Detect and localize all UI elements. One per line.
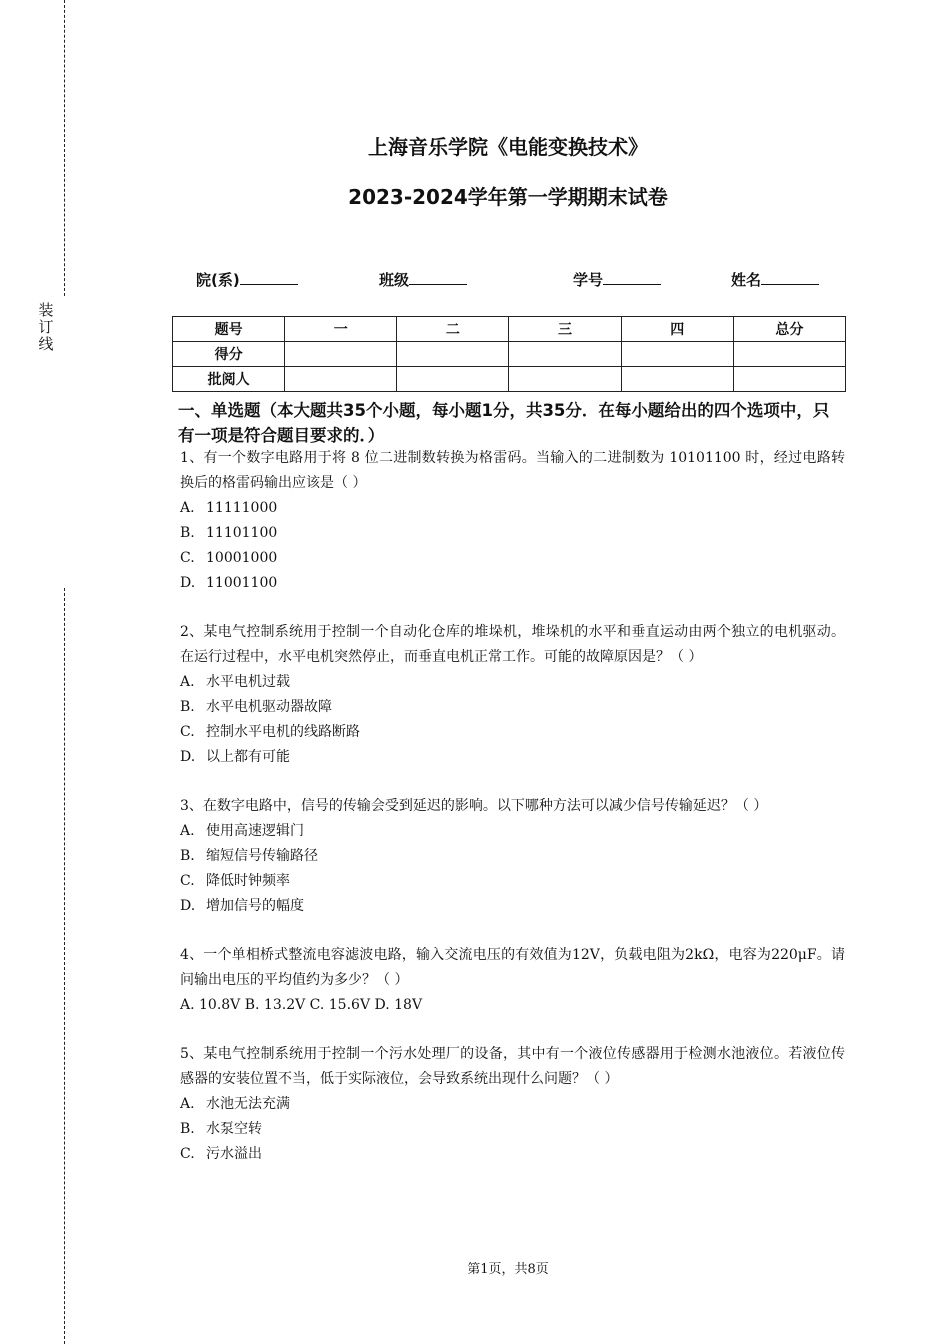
binding-line-bottom — [64, 588, 65, 1344]
score-table-header-cell: 三 — [509, 317, 621, 342]
question-text: 2、某电气控制系统用于控制一个自动化仓库的堆垛机，堆垛机的水平和垂直运动由两个独立的电机驱动。在运行过程中，水平电机突然停止，而垂直电机正常工作。可能的故障原因是？（ ） — [180, 624, 845, 665]
student-info-row — [0, 269, 950, 293]
question-2 — [180, 620, 845, 770]
score-table-row-grader — [173, 367, 846, 392]
score-cell[interactable] — [285, 342, 397, 367]
grader-cell[interactable] — [621, 367, 733, 392]
grader-cell[interactable] — [733, 367, 845, 392]
score-table-row-label: 得分 — [173, 342, 285, 367]
question-5 — [180, 1042, 845, 1167]
option-c[interactable]: C. 控制水平电机的线路断路 — [180, 724, 360, 740]
score-table-header-cell: 四 — [621, 317, 733, 342]
option-b[interactable]: B. 11101100 — [180, 525, 278, 541]
score-cell[interactable] — [733, 342, 845, 367]
option-a[interactable]: A. 水平电机过载 — [180, 674, 290, 690]
score-table-header-cell: 总分 — [733, 317, 845, 342]
score-cell[interactable] — [509, 342, 621, 367]
question-list — [180, 446, 845, 1167]
option-d[interactable]: D. 以上都有可能 — [180, 749, 290, 765]
score-table-header-row — [173, 317, 846, 342]
info-field-class[interactable]: 班级 — [379, 269, 467, 290]
option-b[interactable]: B. 缩短信号传输路径 — [180, 848, 318, 864]
grader-cell[interactable] — [397, 367, 509, 392]
question-3 — [180, 794, 845, 919]
option-d[interactable]: D. 增加信号的幅度 — [180, 898, 304, 914]
grader-cell[interactable] — [285, 367, 397, 392]
question-text: 1、有一个数字电路用于将 8 位二进制数转换为格雷码。当输入的二进制数为 10101100 时，经过电路转换后的格雷码输出应该是（ ） — [180, 450, 845, 491]
option-a[interactable]: A. 水池无法充满 — [180, 1096, 290, 1112]
option-c[interactable]: C. 10001000 — [180, 550, 278, 566]
score-table-row-label: 批阅人 — [173, 367, 285, 392]
option-c[interactable]: C. 降低时钟频率 — [180, 873, 290, 889]
question-text: 4、一个单相桥式整流电容滤波电路，输入交流电压的有效值为12V，负载电阻为2kΩ，电容为220μF。请问输出电压的平均值约为多少？（ ） — [180, 947, 845, 988]
info-field-name[interactable]: 姓名 — [731, 269, 819, 290]
section-heading: 一、单选题（本大题共35个小题，每小题1分，共35分．在每小题给出的四个选项中，只有一项是符合题目要求的．） — [178, 401, 830, 445]
score-cell[interactable] — [397, 342, 509, 367]
binding-label: 装订线 — [38, 301, 54, 353]
option-a[interactable]: A. 使用高速逻辑门 — [180, 823, 304, 839]
option-b[interactable]: B. 水泵空转 — [180, 1121, 262, 1137]
score-table-header-cell: 一 — [285, 317, 397, 342]
grader-cell[interactable] — [509, 367, 621, 392]
score-table-header-cell: 二 — [397, 317, 509, 342]
option-d[interactable]: D. 11001100 — [180, 575, 278, 591]
inline-options[interactable]: A. 10.8V B. 13.2V C. 15.6V D. 18V — [180, 997, 423, 1013]
score-table-header-cell: 题号 — [173, 317, 285, 342]
score-cell[interactable] — [621, 342, 733, 367]
option-b[interactable]: B. 水平电机驱动器故障 — [180, 699, 332, 715]
question-text: 3、在数字电路中，信号的传输会受到延迟的影响。以下哪种方法可以减少信号传输延迟？（ ） — [180, 798, 768, 814]
info-field-department[interactable]: 院(系) — [196, 269, 298, 290]
question-1 — [180, 446, 845, 596]
question-text: 5、某电气控制系统用于控制一个污水处理厂的设备，其中有一个液位传感器用于检测水池液位。若液位传感器的安装位置不当，低于实际液位，会导致系统出现什么问题？（ ） — [180, 1046, 845, 1087]
option-a[interactable]: A. 11111000 — [180, 500, 278, 516]
exam-subtitle: 2023-2024学年第一学期期末试卷 — [348, 185, 668, 209]
option-c[interactable]: C. 污水溢出 — [180, 1146, 262, 1162]
page-footer: 第1页，共8页 — [467, 1262, 549, 1277]
info-field-student-id[interactable]: 学号 — [573, 269, 661, 290]
question-4 — [180, 943, 845, 1018]
exam-title: 上海音乐学院《电能变换技术》 — [368, 135, 648, 159]
score-table-row-score — [173, 342, 846, 367]
score-table — [172, 316, 846, 392]
